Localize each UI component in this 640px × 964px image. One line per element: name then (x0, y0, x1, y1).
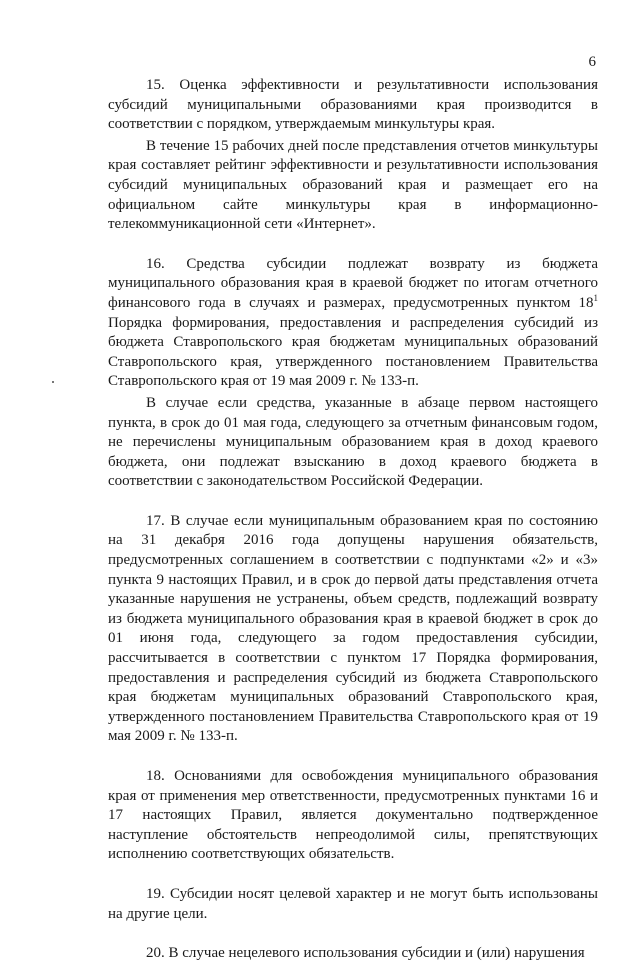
margin-mark (52, 381, 54, 383)
paragraph-15-rating: В течение 15 рабочих дней после представления отчетов минкультуры края составляет рейтинг эффективности и результативности использования субсидий муниципальных образований края и размещает его на официальном сайте минкультуры края в информационно-телекоммуникационной сети «Интернет». (108, 137, 598, 233)
document-body (108, 76, 598, 964)
paragraph-19: 19. Субсидии носят целевой характер и не могут быть использованы на другие цели. (108, 885, 598, 922)
paragraph-16-text-end: Порядка формирования, предоставления и распределения субсидий из бюджета Ставропольского края бюджетам муниципальных образований Ставропольского края, утвержденного постановлением Правительства Ставропольского края от 19 мая 2009 г. № 133-п. (108, 314, 598, 390)
paragraph-16 (108, 255, 598, 392)
paragraph-20: 20. В случае нецелевого использования субсидии и (или) нарушения (146, 945, 585, 962)
paragraph-17: 17. В случае если муниципальным образованием края по состоянию на 31 декабря 2016 года допущены нарушения обязательств, предусмотренных соглашением в соответствии с подпунктами «2» и «3» пункта 9 настоящих Правил, и в срок до первой даты представления отчета указанные нарушения не устранены, объем средств, подлежащий возврату из бюджета муниципального образования края в краевой бюджет в срок до 01 июня года, следующего за годом предоставления субсидии, рассчитывается в соответствии с пунктом 17 Порядка формирования, предоставления и распределения субсидий из бюджета Ставропольского края бюджетам муниципальных образований Ставропольского края, утвержденного постановлением Правительства Ставропольского края от 19 мая 2009 г. № 133-п. (108, 512, 598, 745)
paragraph-15: 15. Оценка эффективности и результативности использования субсидий муниципальными образованиями края производится в соответствии с порядком, утверждаемым минкультуры края. (108, 77, 598, 133)
paragraph-18: 18. Основаниями для освобождения муниципального образования края от применения мер ответственности, предусмотренных пунктами 16 и 17 настоящих Правил, является документально подтвержденное наступление обстоятельств непреодолимой силы, препятствующих исполнению соответствующих обязательств. (108, 768, 598, 863)
page-number: 6 (588, 54, 596, 70)
superscript: 1 (593, 292, 598, 303)
paragraph-16-text-start: 16. Средства субсидии подлежат возврату из бюджета муниципального образования края в краевой бюджет по итогам отчетного финансового года в случаях и размерах, предусмотренных пунктом 18 (108, 255, 598, 311)
paragraph-16-recovery: В случае если средства, указанные в абзаце первом настоящего пункта, в срок до 01 мая года, следующего за отчетным финансовым годом, не перечислены муниципальным образованием края в доход краевого бюджета, они подлежат взысканию в доход краевого бюджета в соответствии с законодательством Российской Федерации. (108, 394, 598, 490)
